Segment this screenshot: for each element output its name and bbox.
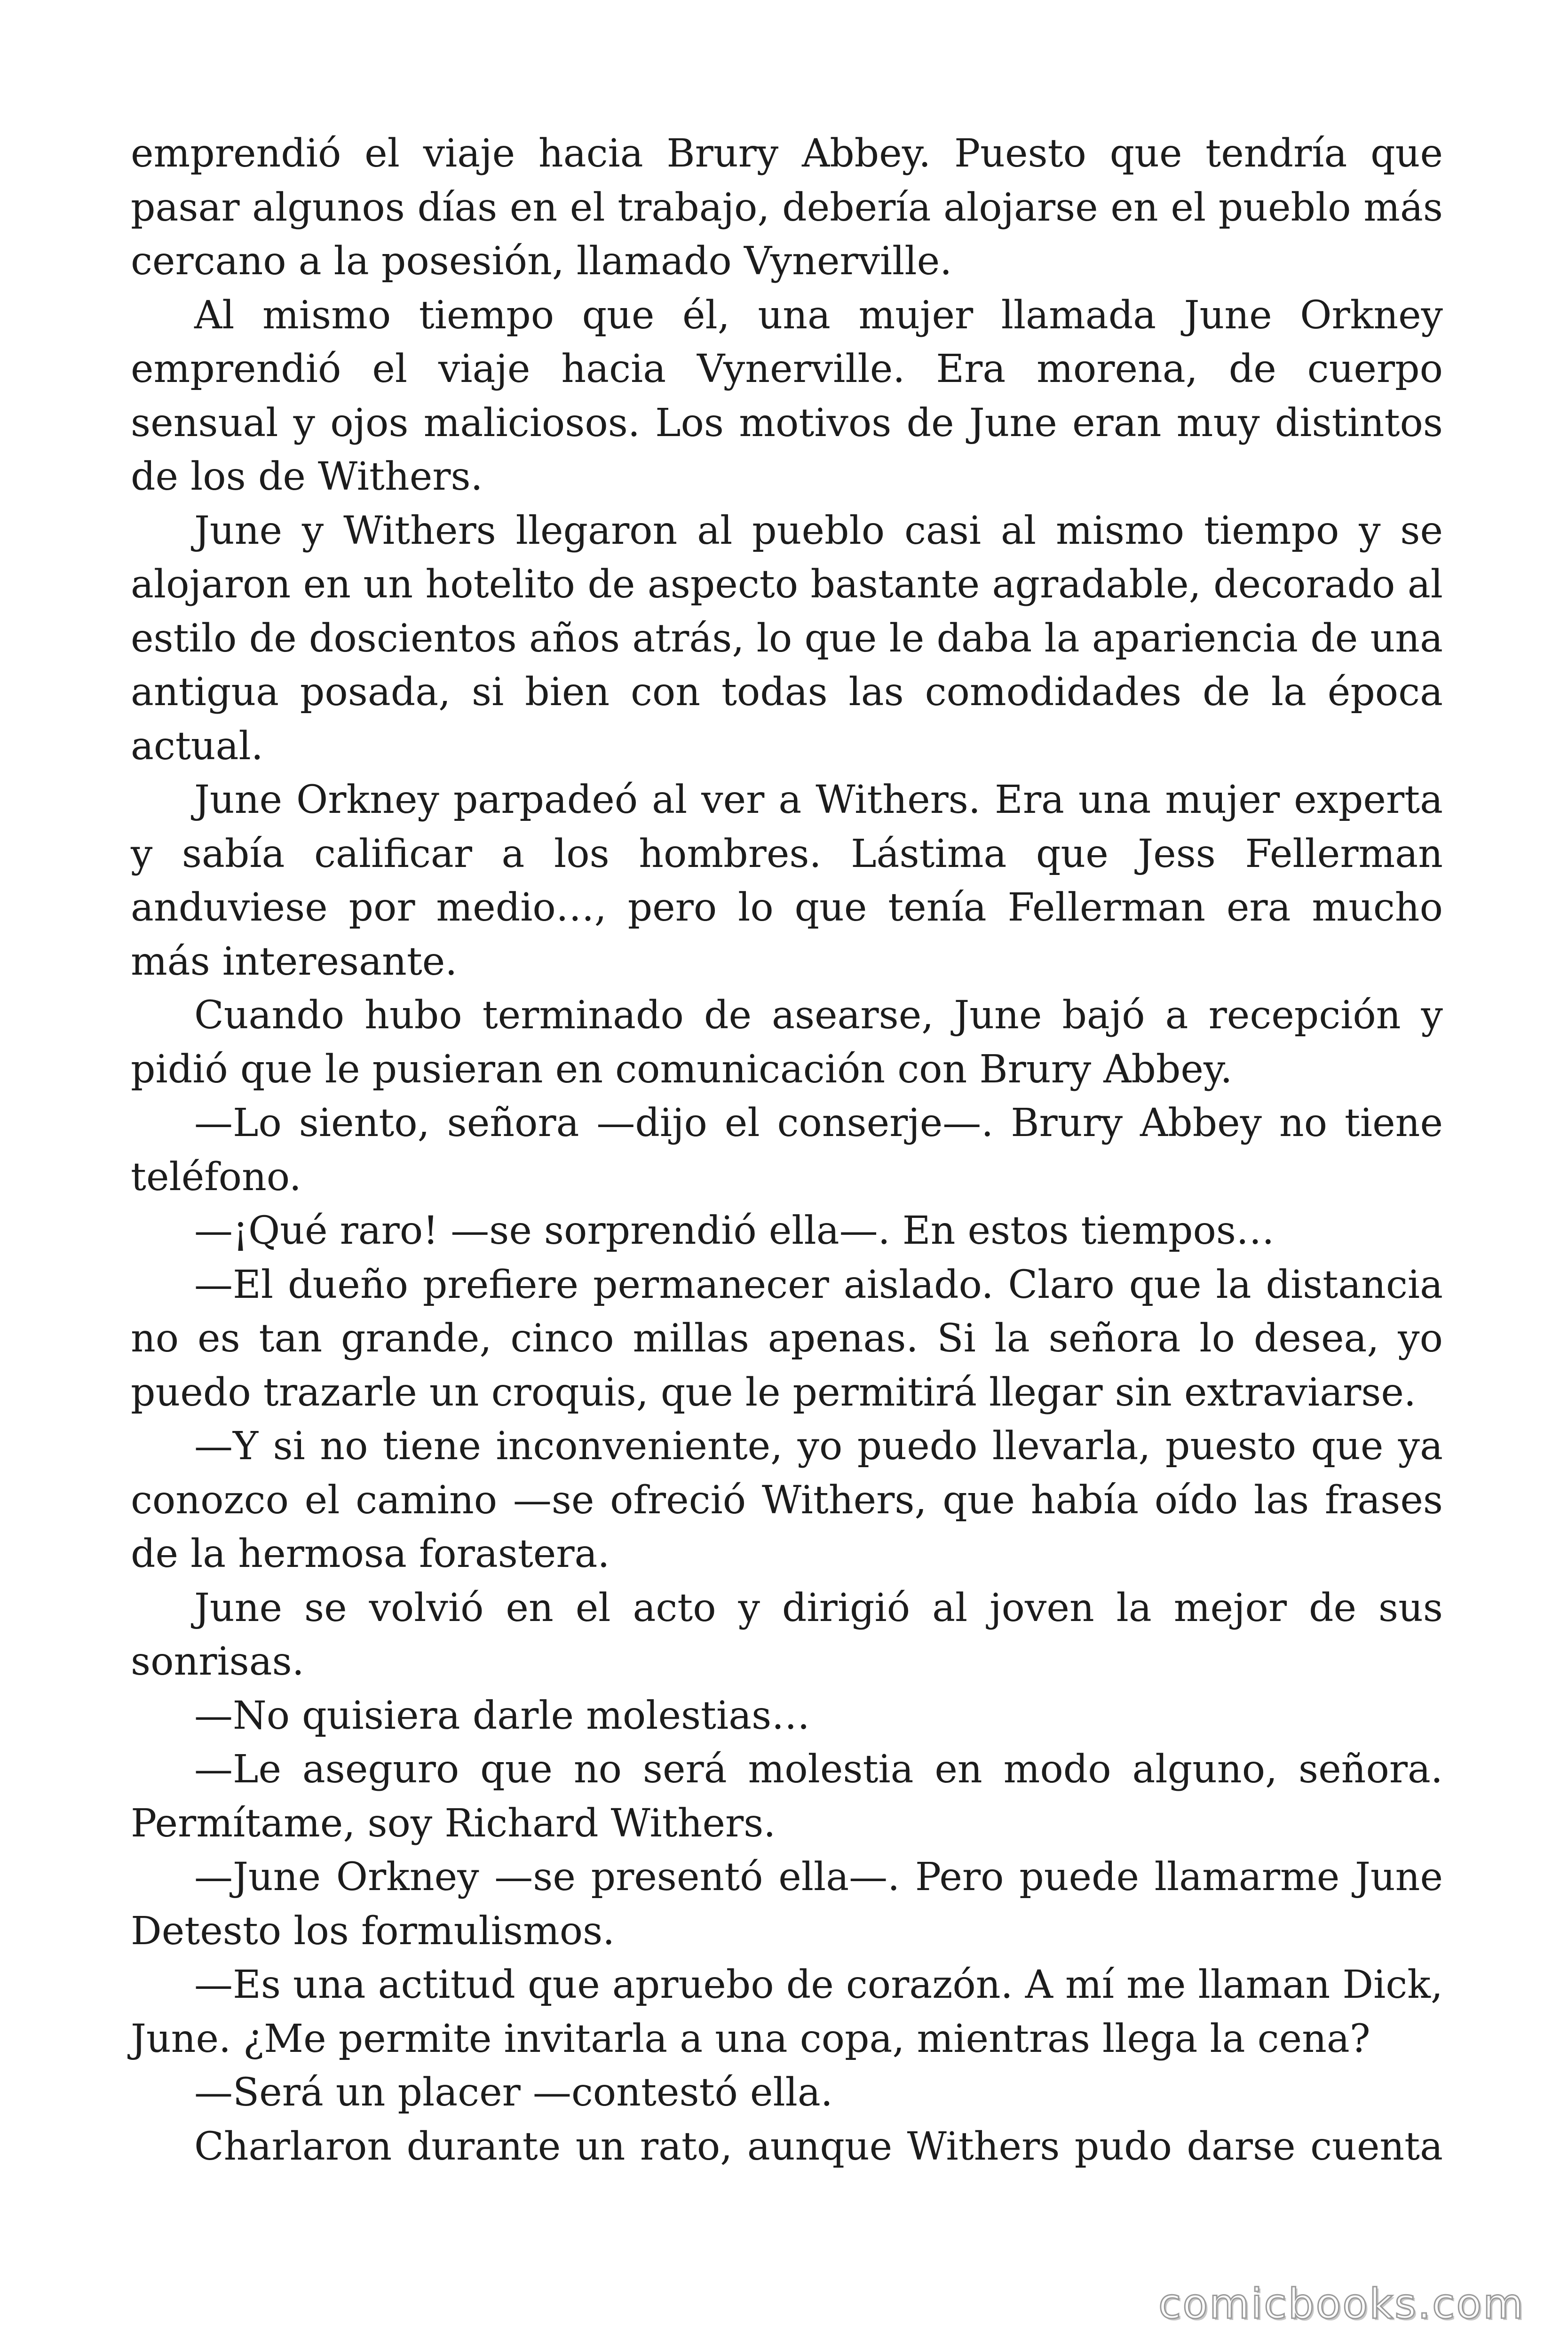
paragraph: Cuando hubo terminado de asearse, June bajó a recepción y pidió que le pusieran en comunicación con Brury Abbey.: [131, 993, 1443, 1092]
dialogue-paragraph: —Será un placer —contestó ella.: [194, 2070, 833, 2115]
dialogue-paragraph: —Y si no tiene inconveniente, yo puedo llevarla, puesto que ya conozco el camino —se ofreció Withers, que había oído las frases de la hermosa forastera.: [131, 1424, 1443, 1576]
dialogue-paragraph: —No quisiera darle molestias…: [194, 1693, 810, 1738]
dialogue-paragraph: —Le aseguro que no será molestia en modo alguno, señora. Permítame, soy Richard Withers.: [131, 1747, 1443, 1846]
paragraph: June se volvió en el acto y dirigió al joven la mejor de sus sonrisas.: [131, 1585, 1443, 1684]
watermark: comicbooks.com: [1158, 2280, 1525, 2328]
paragraph: Charlaron durante un rato, aunque Withers pudo darse cuenta: [194, 2124, 1443, 2169]
book-page-text: [131, 127, 1443, 2174]
dialogue-paragraph: —Lo siento, señora —dijo el conserje—. Brury Abbey no tiene teléfono.: [131, 1101, 1443, 1200]
paragraph: emprendió el viaje hacia Brury Abbey. Puesto que tendría que pasar algunos días en el trabajo, debería alojarse en el pueblo más cercano a la posesión, llamado Vynerville.: [131, 131, 1443, 284]
paragraph: Al mismo tiempo que él, una mujer llamada June Orkney emprendió el viaje hacia Vynerville. Era morena, de cuerpo sensual y ojos maliciosos. Los motivos de June eran muy distintos de los de Withers.: [131, 293, 1443, 499]
dialogue-paragraph: —El dueño prefiere permanecer aislado. Claro que la distancia no es tan grande, cinco millas apenas. Si la señora lo desea, yo puedo trazarle un croquis, que le permitirá llegar sin extraviarse.: [131, 1262, 1443, 1415]
dialogue-paragraph: —¡Qué raro! —se sorprendió ella—. En estos tiempos…: [194, 1208, 1275, 1253]
dialogue-paragraph: —June Orkney —se presentó ella—. Pero puede llamarme June Detesto los formulismos.: [131, 1855, 1443, 1954]
paragraph: June Orkney parpadeó al ver a Withers. Era una mujer experta y sabía calificar a los hombres. Lástima que Jess Fellerman anduviese por medio…, pero lo que tenía Fellerman era mucho más interesante.: [131, 778, 1443, 984]
paragraph: June y Withers llegaron al pueblo casi al mismo tiempo y se alojaron en un hotelito de aspecto bastante agradable, decorado al estilo de doscientos años atrás, lo que le daba la apariencia de una antigua posada, si bien con todas las comodidades de la época actual.: [131, 508, 1443, 769]
dialogue-paragraph: —Es una actitud que apruebo de corazón. A mí me llaman Dick, June. ¿Me permite invitarla a una copa, mientras llega la cena?: [131, 1963, 1443, 2061]
